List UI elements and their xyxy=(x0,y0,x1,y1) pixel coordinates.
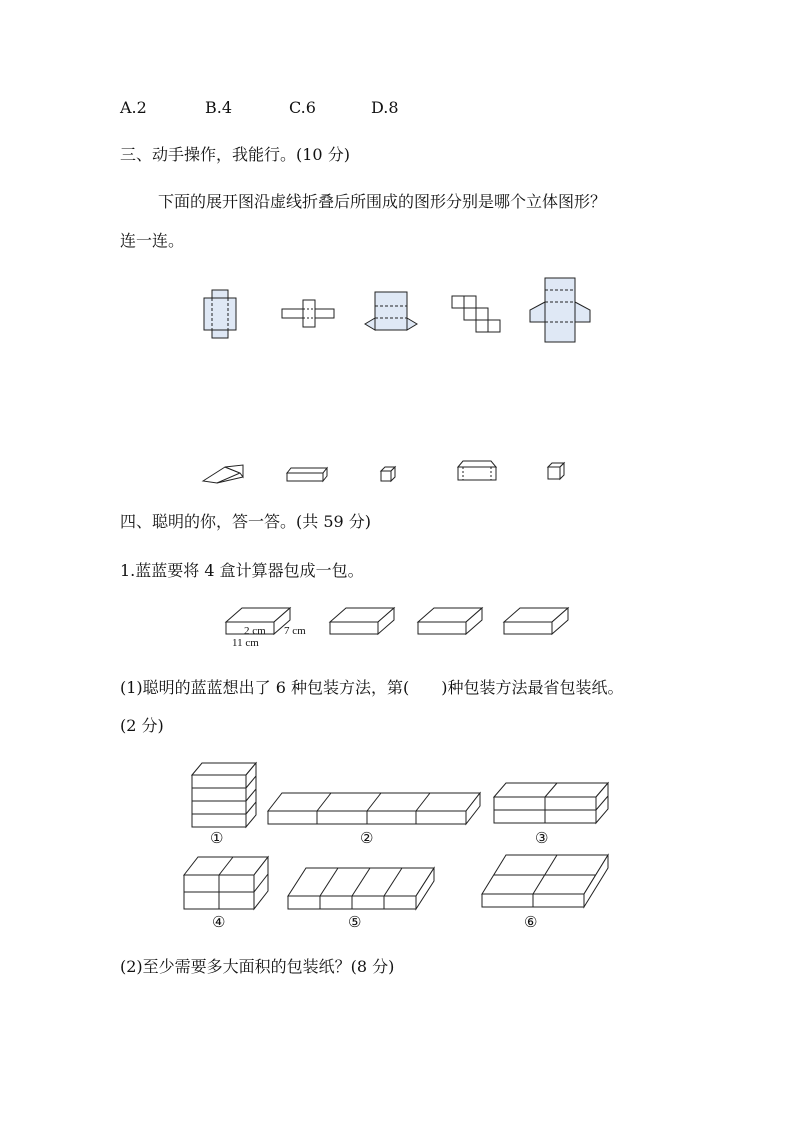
method-4 xyxy=(184,857,268,909)
choice-a: A.2 xyxy=(120,98,147,117)
choice-b: B.4 xyxy=(205,98,233,117)
method-2-label: ② xyxy=(360,831,374,847)
solid-shapes-row xyxy=(195,455,585,490)
net-1 xyxy=(204,290,236,338)
solid-1-triangular-prism xyxy=(203,465,243,483)
section3-instruction-line2: 连一连。 xyxy=(120,231,185,250)
method-4-label: ④ xyxy=(212,915,226,931)
solid-5-cube xyxy=(548,463,564,479)
solid-2-long-cuboid xyxy=(287,468,327,481)
box-2 xyxy=(330,608,394,634)
method-6 xyxy=(482,855,608,907)
question2: (2)至少需要多大面积的包装纸？(8 分) xyxy=(120,957,395,976)
net-2 xyxy=(282,300,334,327)
solid-3-small-cube xyxy=(381,467,395,481)
problem1-text: 1.蓝蓝要将 4 盒计算器包成一包。 xyxy=(120,561,364,580)
method-5-label: ⑤ xyxy=(348,915,362,931)
question1-line2: (2 分) xyxy=(120,716,164,735)
box-4 xyxy=(504,608,568,634)
section4-heading: 四、聪明的你，答一答。(共 59 分) xyxy=(120,512,372,531)
method-5 xyxy=(288,868,434,909)
method-2 xyxy=(268,793,480,824)
net-4 xyxy=(452,296,500,332)
choice-c: C.6 xyxy=(289,98,316,117)
dim-length-label: 11 cm xyxy=(232,637,259,649)
method-3 xyxy=(494,783,608,823)
solid-4-house-prism xyxy=(458,461,496,480)
net-3 xyxy=(365,292,417,330)
section3-heading: 三、动手操作，我能行。(10 分) xyxy=(120,145,350,164)
dim-width-label: 7 cm xyxy=(284,625,306,637)
box-3 xyxy=(418,608,482,634)
method-6-label: ⑥ xyxy=(524,915,538,931)
method-3-label: ③ xyxy=(535,831,549,847)
question1-line1: (1)聪明的蓝蓝想出了 6 种包装方法，第( )种包装方法最省包装纸。 xyxy=(120,678,624,697)
packaging-methods xyxy=(180,755,620,935)
net-5 xyxy=(530,278,590,342)
calculator-boxes xyxy=(220,600,580,650)
unfolded-nets-row xyxy=(190,270,610,350)
method-1-label: ① xyxy=(210,831,224,847)
section3-instruction-line1: 下面的展开图沿虚线折叠后所围成的图形分别是哪个立体图形？ xyxy=(158,192,607,211)
method-1 xyxy=(192,763,256,827)
choice-d: D.8 xyxy=(371,98,399,117)
dim-height-label: 2 cm xyxy=(244,625,266,637)
